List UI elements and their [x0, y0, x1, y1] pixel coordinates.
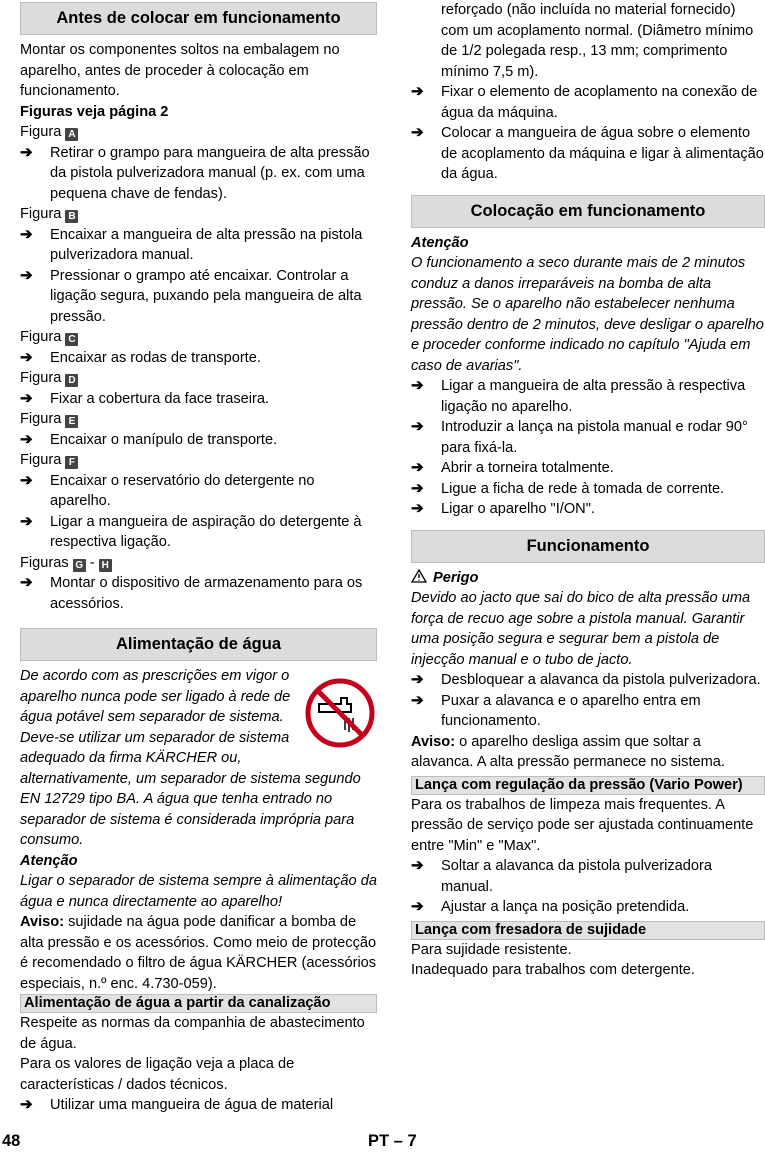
paragraph: Respeite as normas da companhia de abastecimento de água. [20, 1015, 365, 1052]
figure-b-badge: B [65, 210, 78, 223]
figure-label-e: Figura E [20, 409, 377, 430]
danger-label: Perigo [411, 568, 765, 589]
paragraph: Inadequado para trabalhos com detergente. [411, 962, 695, 978]
language-page-marker: PT – 7 [368, 1132, 417, 1150]
step-item: ➔ Ligar a mangueira de aspiração do detergente à respectiva ligação. [20, 512, 362, 550]
no-drinking-water-icon [305, 678, 375, 748]
arrow-icon: ➔ [411, 479, 424, 497]
step-item: ➔ Pressionar o grampo até encaixar. Controlar a ligação segura, puxando pela mangueira de alta pressão. [20, 266, 362, 325]
subheading-water-mains: Alimentação de água a partir da canalização [20, 994, 377, 1013]
left-column [20, 0, 377, 1116]
figure-h-badge: H [99, 559, 112, 572]
step-item: ➔ Ligue a ficha de rede à tomada de corrente. [411, 479, 765, 500]
arrow-icon: ➔ [411, 124, 424, 141]
arrow-icon: ➔ [20, 574, 33, 591]
step-item: ➔ Ligar a mangueira de alta pressão à respectiva ligação no aparelho. [411, 377, 746, 415]
warning-text: O funcionamento a seco durante mais de 2 minutos conduz a danos irreparáveis na bomba de alta pressão. Se o aparelho não estabelecer nenhuma pressão dentro de 2 minutos, deve desligar o aparelho e proceder conforme indicado no capítulo "Ajuda em caso de avarias". [411, 255, 764, 374]
arrow-icon: ➔ [411, 857, 424, 874]
arrow-icon: ➔ [411, 898, 424, 915]
figure-a-badge: A [65, 128, 78, 141]
page-number: 48 [2, 1132, 21, 1150]
arrow-icon: ➔ [411, 671, 424, 688]
step-item: ➔ Fixar o elemento de acoplamento na conexão de água da máquina. [411, 83, 758, 121]
notice-text: Aviso: sujidade na água pode danificar a bomba de alta pressão e os acessórios. Como meio de protecção é recomendado o filtro de água KÄRCHER (acessórios especiais, n.º enc. 4.730-059). [20, 914, 377, 992]
paragraph: Para os valores de ligação veja a placa de características / dados técnicos. [20, 1056, 295, 1093]
water-note-text: De acordo com as prescrições em vigor o aparelho nunca pode ser ligado à rede de água potável sem separador de sistema. Deve-se utilizar um separador de sistema adequado da firma KÄRCHER ou, alternativamente, um separador de sistema segundo EN 12729 tipo BA. A água que tenha entrado no separador de sistema é considerada imprópria para consumo. [20, 668, 361, 848]
water-note-block [20, 666, 377, 851]
notice-text: Aviso: o aparelho desliga assim que soltar a alavanca. A alta pressão permanece no sistema. [411, 733, 725, 770]
figure-f-badge: F [65, 456, 78, 469]
arrow-icon: ➔ [411, 418, 424, 435]
section-heading-start-up: Colocação em funcionamento [411, 195, 765, 228]
intro-text: Montar os componentes soltos na embalagem no aparelho, antes de proceder à colocação em funcionamento. [20, 42, 340, 99]
continued-step-text: reforçado (não incluída no material fornecido) com um acoplamento normal. (Diâmetro mínimo de 1/2 polegada resp., 13 mm; comprimento mínimo 7,5 m). [441, 2, 754, 80]
figure-label-g-h: Figuras G - H [20, 553, 377, 574]
figure-label-b: Figura B [20, 204, 377, 225]
paragraph: Para os trabalhos de limpeza mais frequentes. A pressão de serviço pode ser ajustada continuamente entre "Min" e "Max". [411, 796, 754, 854]
arrow-icon: ➔ [20, 471, 33, 489]
warning-triangle-icon [411, 569, 427, 583]
subheading-vario-power: Lança com regulação da pressão (Vario Power) [411, 776, 765, 795]
arrow-icon: ➔ [20, 512, 33, 530]
step-item: ➔ Introduzir a lança na pistola manual e rodar 90° para fixá-la. [411, 418, 748, 456]
section-heading-operation: Funcionamento [411, 530, 765, 563]
arrow-icon: ➔ [411, 83, 424, 100]
figures-reference: Figuras veja página 2 [20, 103, 169, 120]
figure-e-badge: E [65, 415, 78, 428]
step-item: ➔ Abrir a torneira totalmente. [411, 458, 765, 479]
attention-text: Ligar o separador de sistema sempre à alimentação da água e nunca directamente ao aparelho! [20, 873, 377, 910]
step-item: ➔ Ligar o aparelho "I/ON". [411, 499, 765, 520]
attention-label: Atenção [411, 234, 469, 251]
step-item: ➔ Soltar a alavanca da pistola pulverizadora manual. [411, 857, 712, 895]
arrow-icon: ➔ [411, 459, 424, 476]
arrow-icon: ➔ [20, 225, 33, 243]
arrow-icon: ➔ [20, 389, 33, 407]
step-item: ➔ Montar o dispositivo de armazenamento para os acessórios. [20, 574, 363, 612]
figure-label-f: Figura F [20, 450, 377, 471]
step-item: ➔ Utilizar uma mangueira de água de material [20, 1095, 377, 1116]
step-item: ➔ Encaixar o manípulo de transporte. [20, 430, 377, 451]
figure-label-c: Figura C [20, 327, 377, 348]
step-item: ➔ Retirar o grampo para mangueira de alta pressão da pistola pulverizadora manual (p. ex. com uma pequena chave de fendas). [20, 143, 370, 202]
step-item: ➔ Desbloquear a alavanca da pistola pulverizadora. [411, 670, 765, 691]
step-item: ➔ Encaixar as rodas de transporte. [20, 348, 377, 369]
step-item: ➔ Fixar a cobertura da face traseira. [20, 389, 377, 410]
arrow-icon: ➔ [20, 348, 33, 366]
section-heading-before-operation: Antes de colocar em funcionamento [20, 2, 377, 35]
step-item: ➔ Colocar a mangueira de água sobre o elemento de acoplamento da máquina e ligar à alimentação da água. [411, 124, 764, 182]
arrow-icon: ➔ [20, 143, 33, 161]
arrow-icon: ➔ [20, 266, 33, 284]
figure-label-d: Figura D [20, 368, 377, 389]
step-item: ➔ Ajustar a lança na posição pretendida. [411, 897, 765, 918]
step-item: ➔ Encaixar o reservatório do detergente no aparelho. [20, 471, 315, 509]
right-column [411, 0, 765, 981]
arrow-icon: ➔ [411, 500, 424, 517]
section-heading-water-supply: Alimentação de água [20, 628, 377, 661]
attention-label: Atenção [20, 852, 78, 869]
arrow-icon: ➔ [20, 430, 33, 448]
arrow-icon: ➔ [411, 377, 424, 394]
paragraph: Para sujidade resistente. [411, 941, 572, 958]
arrow-icon: ➔ [411, 691, 424, 709]
danger-text: Devido ao jacto que sai do bico de alta pressão uma força de recuo age sobre a pistola manual. Garantir uma posição segura e segurar bem a pistola de injecção manual e o tubo de jacto. [411, 590, 751, 668]
step-item: ➔ Puxar a alavanca e o aparelho entra em funcionamento. [411, 691, 701, 729]
subheading-dirt-blaster: Lança com fresadora de sujidade [411, 921, 765, 940]
arrow-icon: ➔ [20, 1096, 33, 1113]
step-item: ➔ Encaixar a mangueira de alta pressão na pistola pulverizadora manual. [20, 225, 363, 263]
figure-g-badge: G [73, 559, 86, 572]
figure-c-badge: C [65, 333, 78, 346]
figure-label-a: Figura A [20, 122, 377, 143]
figure-d-badge: D [65, 374, 78, 387]
